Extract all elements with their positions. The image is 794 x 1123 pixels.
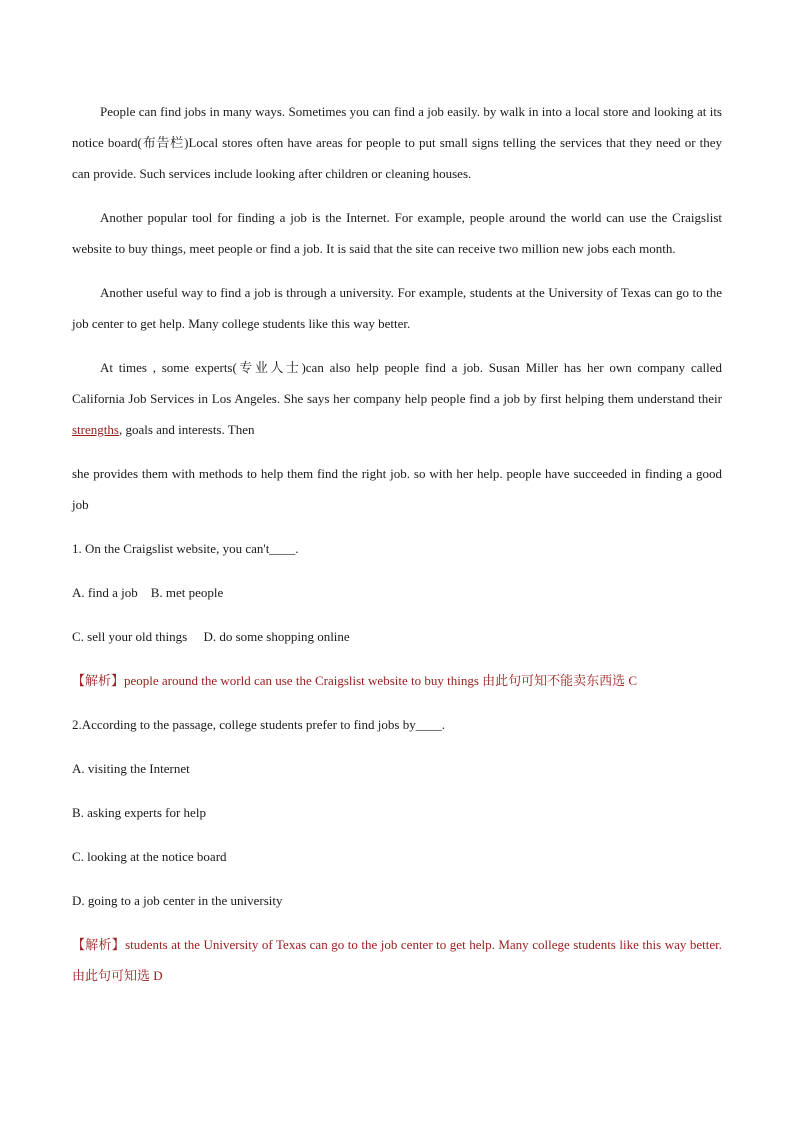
question-2-option-c: C. looking at the notice board	[72, 849, 227, 864]
question-2-analysis: 【解析】students at the University of Texas can go to the job center to get help. Many college students like this way better.由此句可知选 D	[72, 937, 722, 983]
paragraph-4-tail: , goals and interests. Then	[118, 422, 255, 437]
document-content	[72, 96, 722, 991]
passage-paragraph-2: Another popular tool for finding a job is the Internet. For example, people around the world can use the Craigslist website to buy things, meet people or find a job. It is said that the site can receive two million new jobs each month.	[72, 210, 722, 256]
question-1-analysis: 【解析】people around the world can use the Craigslist website to buy things 由此句可知不能卖东西选 C	[72, 673, 638, 688]
question-2-stem: 2.According to the passage, college students prefer to find jobs by____.	[72, 717, 445, 732]
strengths-link[interactable]: strengths	[72, 422, 119, 437]
question-1-options-ab: A. find a job B. met people	[72, 585, 224, 600]
passage-paragraph-3: Another useful way to find a job is through a university. For example, students at the University of Texas can go to the job center to get help. Many college students like this way better.	[72, 285, 722, 331]
passage-paragraph-5: she provides them with methods to help them find the right job. so with her help. people have succeeded in finding a good job	[72, 466, 722, 512]
paragraph-4-text: At times , some experts(专业人士)can also help people find a job. Susan Miller has her own company called California Job Services in Los Angeles. She says her company help people find a job by first helping them understand their	[72, 360, 722, 406]
passage-paragraph-4	[72, 352, 722, 445]
question-2-option-a: A. visiting the Internet	[72, 761, 190, 776]
passage-paragraph-1: People can find jobs in many ways. Sometimes you can find a job easily. by walk in into a local store and looking at its notice board(布告栏)Local stores often have areas for people to put small signs telling the services that they need or they can provide. Such services include looking after children or cleaning houses.	[72, 104, 722, 181]
question-1-stem: 1. On the Craigslist website, you can't____.	[72, 541, 299, 556]
question-2-option-b: B. asking experts for help	[72, 805, 206, 820]
question-1-options-cd: C. sell your old things D. do some shopping online	[72, 629, 350, 644]
question-2-option-d: D. going to a job center in the university	[72, 893, 283, 908]
